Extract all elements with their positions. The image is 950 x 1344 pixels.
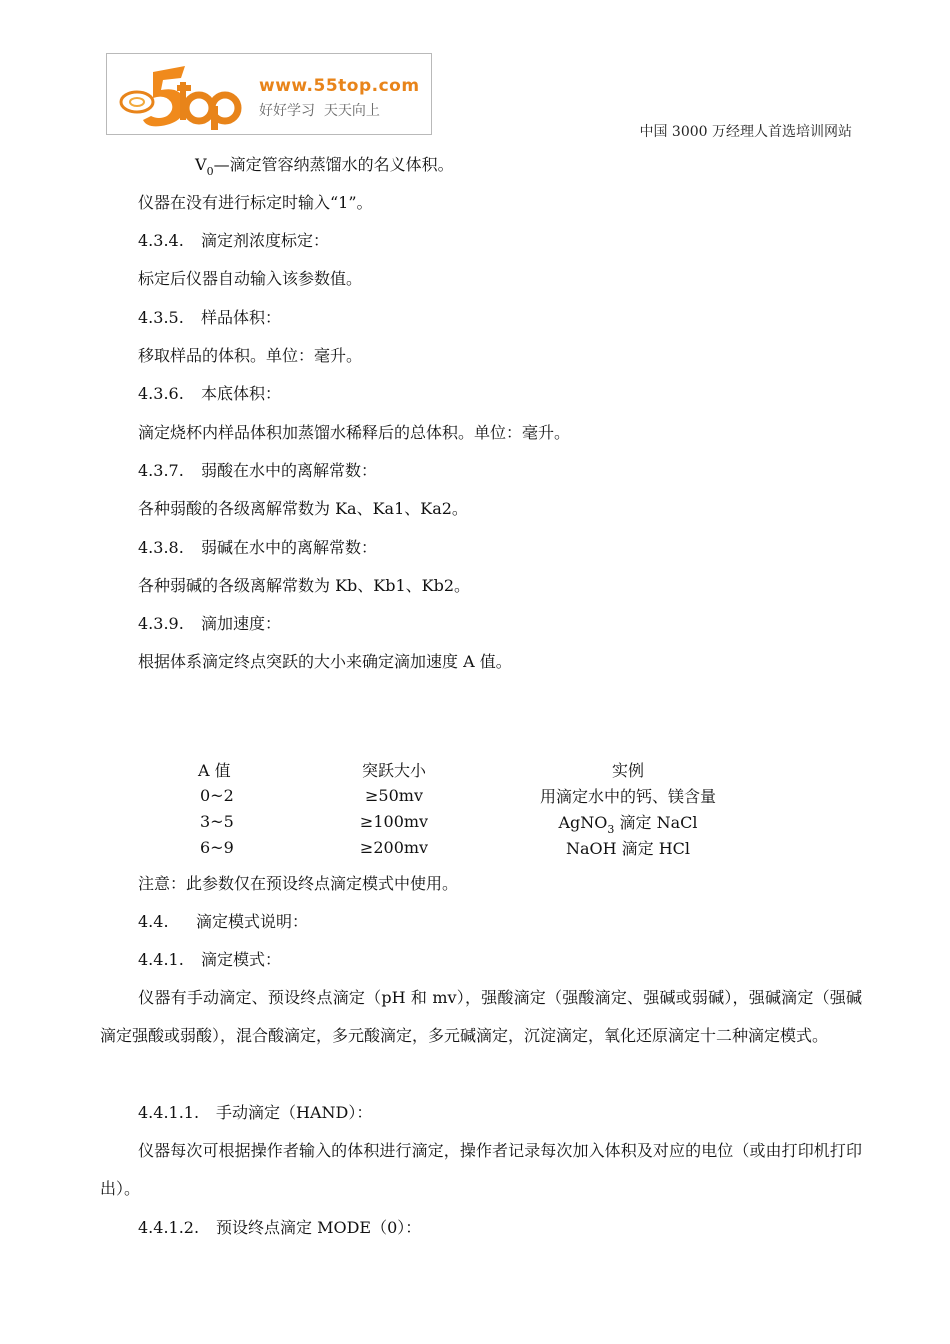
section-number: 4.4.1.2. <box>138 1218 200 1237</box>
section-4-4-1-1-paragraph <box>100 1132 862 1208</box>
site-logo <box>106 53 432 135</box>
v0-subscript: 0 <box>206 165 214 178</box>
section-title: 滴定模式： <box>201 950 282 969</box>
section-title: 本底体积： <box>201 384 282 403</box>
section-number: 4.4. <box>138 912 169 931</box>
table-cell: NaOH 滴定 HCl <box>565 838 691 858</box>
section-4-3-4-text: 标定后仪器自动输入该参数值。 <box>138 269 363 288</box>
table-header-cell: 突跃大小 <box>361 760 426 780</box>
table-cell: ≥200mv <box>359 837 429 857</box>
section-number: 4.3.5. <box>138 308 184 327</box>
section-4-3-8-heading <box>138 538 377 558</box>
section-4-3-6-text: 滴定烧杯内样品体积加蒸馏水稀释后的总体积。单位：毫升。 <box>138 423 571 442</box>
section-4-3-9-text: 根据体系滴定终点突跃的大小来确定滴加速度 A 值。 <box>138 652 512 671</box>
formula-text: 滴定 NaCl <box>614 812 698 832</box>
section-4-3-5-heading <box>138 308 281 328</box>
section-4-3-4-heading <box>138 231 329 251</box>
section-number: 4.3.7. <box>138 461 184 480</box>
section-title: 弱酸在水中的离解常数： <box>201 461 378 480</box>
table-cell: 3~5 <box>200 811 234 831</box>
table-header-cell: A 值 <box>198 760 231 780</box>
section-4-3-8-text: 各种弱碱的各级离解常数为 Kb、Kb1、Kb2。 <box>138 576 471 595</box>
table-cell: 6~9 <box>200 837 234 857</box>
a-value-table <box>170 756 764 860</box>
table-header-cell: 实例 <box>611 760 644 780</box>
section-4-4-1-paragraph <box>100 979 862 1055</box>
section-4-3-6-heading <box>138 384 281 404</box>
logo-55top-icon <box>115 58 255 132</box>
section-title: 手动滴定（HAND）： <box>216 1103 373 1122</box>
section-4-4-1-2-heading <box>138 1218 421 1238</box>
uncalibrated-note: 仪器在没有进行标定时输入“1”。 <box>138 193 373 212</box>
section-number: 4.4.1.1. <box>138 1103 200 1122</box>
section-title: 预设终点滴定 MODE（0）： <box>216 1218 422 1237</box>
section-4-3-7-text: 各种弱酸的各级离解常数为 Ka、Ka1、Ka2。 <box>138 499 468 518</box>
site-tagline: 中国 3000 万经理人首选培训网站 <box>639 124 852 140</box>
paragraph-text: 仪器有手动滴定、预设终点滴定（pH 和 mv），强酸滴定（强酸滴定、强碱或弱碱），强碱滴定（强碱滴定强酸或弱酸），混合酸滴定，多元酸滴定，多元碱滴定，沉淀滴定，氧化还原滴定十二种滴定模式。 <box>100 988 862 1045</box>
section-number: 4.3.8. <box>138 538 184 557</box>
section-4-3-7-heading <box>138 461 377 481</box>
section-4-3-9-heading <box>138 614 281 634</box>
section-title: 弱碱在水中的离解常数： <box>201 538 378 557</box>
v0-text: —滴定管容纳蒸馏水的名义体积。 <box>213 155 454 174</box>
section-number: 4.3.6. <box>138 384 184 403</box>
table-cell: ≥100mv <box>359 811 429 831</box>
section-title: 滴定模式说明： <box>196 912 309 931</box>
section-number: 4.4.1. <box>138 950 184 969</box>
table-cell: 0~2 <box>200 785 234 805</box>
paragraph-text: 仪器每次可根据操作者输入的体积进行滴定，操作者记录每次加入体积及对应的电位（或由打印机打印出）。 <box>100 1141 862 1198</box>
v0-symbol: V <box>195 155 207 174</box>
logo-slogan-text: 好好学习 天天向上 <box>259 103 380 119</box>
note-text: 注意：此参数仅在预设终点滴定模式中使用。 <box>138 874 459 893</box>
table-cell: ≥50mv <box>365 785 423 805</box>
table-row <box>170 834 764 860</box>
table-cell <box>492 808 764 834</box>
section-4-3-5-text: 移取样品的体积。单位：毫升。 <box>138 346 363 365</box>
section-4-4-1-1-heading <box>138 1103 372 1123</box>
logo-url-text: www.55top.com <box>259 76 420 96</box>
table-row <box>170 808 764 834</box>
formula-subscript: 3 <box>607 822 615 836</box>
table-row <box>170 782 764 808</box>
section-number: 4.3.4. <box>138 231 184 250</box>
v0-definition <box>195 155 454 177</box>
table-header-row <box>170 756 764 782</box>
section-number: 4.3.9. <box>138 614 184 633</box>
section-4-4-1-heading <box>138 950 281 970</box>
section-title: 滴加速度： <box>201 614 282 633</box>
table-cell: 用滴定水中的钙、镁含量 <box>539 786 716 806</box>
section-title: 样品体积： <box>201 308 282 327</box>
section-title: 滴定剂浓度标定： <box>201 231 330 250</box>
formula-text: AgNO <box>558 812 608 832</box>
section-4-4-heading <box>138 912 308 932</box>
